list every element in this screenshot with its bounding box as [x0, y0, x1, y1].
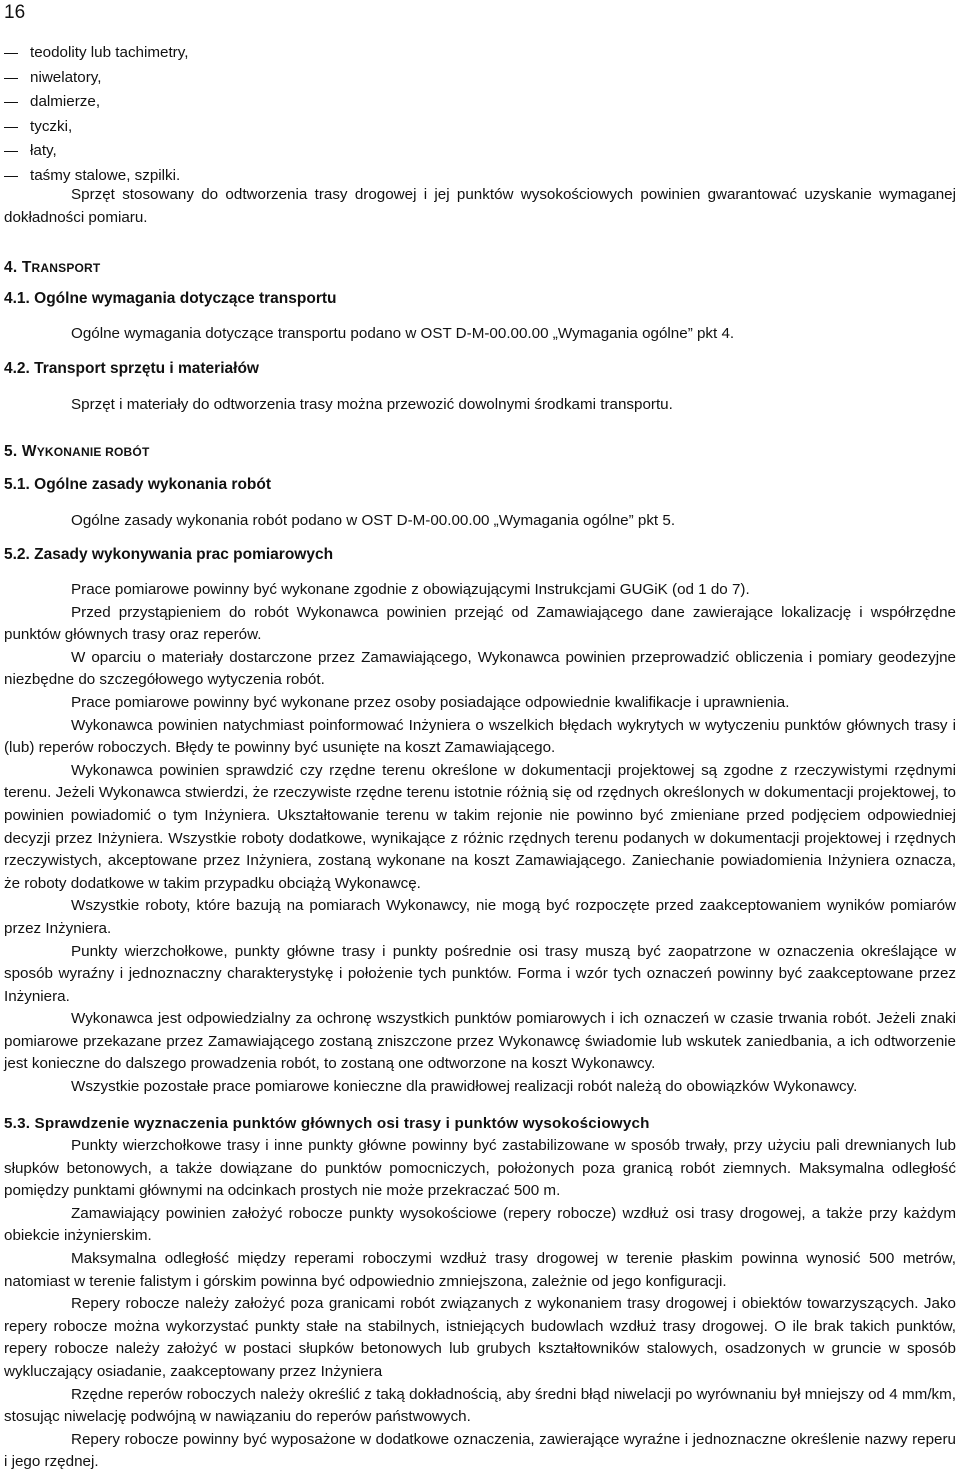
dash-bullet: [4, 127, 18, 128]
section-4-1-text: Ogólne wymagania dotyczące transportu podano w OST D-M-00.00.00 „Wymagania ogólne” pkt 4.: [71, 325, 735, 342]
section-5-2-heading: 5.2. Zasady wykonywania prac pomiarowych: [4, 546, 334, 563]
paragraph: Prace pomiarowe powinny być wykonane zgodnie z obowiązującymi Instrukcjami GUGiK (od 1 do 7).: [71, 581, 750, 598]
dash-bullet: [4, 78, 18, 79]
section-5-heading: 5. WYKONANIE ROBÓT: [4, 443, 150, 460]
paragraph: Rzędne reperów roboczych należy określić z taką dokładnością, aby średni błąd niwelacji po wyrównaniu był mniejszy od 4 mm/km, stosując niwelację podwójną w nawiązaniu do reperów państwowych.: [4, 1385, 956, 1426]
list-item: dalmierze,: [4, 91, 944, 116]
paragraph: Punkty wierzchołkowe, punkty główne trasy i punkty pośrednie osi trasy muszą być zaopatrzone w oznaczenia określające w sposób wyraźny i jednoznaczny charakterystykę i położenie tych punktów. Forma i wzór tych oznaczeń powinny być zaakceptowane przez Inżyniera.: [4, 942, 956, 1005]
list-item: teodolity lub tachimetry,: [4, 42, 944, 67]
section-4-heading: 4. TRANSPORT: [4, 259, 101, 276]
section-5-3-heading: 5.3. Sprawdzenie wyznaczenia punktów głównych osi trasy i punktów wysokościowych: [4, 1115, 650, 1132]
dash-bullet: [4, 176, 18, 177]
paragraph: Wszystkie roboty, które bazują na pomiarach Wykonawcy, nie mogą być rozpoczęte przed zaakceptowaniem wyników pomiarów przez Inżyniera.: [4, 897, 956, 937]
paragraph: Maksymalna odległość między reperami roboczymi wzdłuż trasy drogowej w terenie płaskim powinna wynosić 500 metrów, natomiast w terenie falistym i górskim powinna być odpowiednio zmniejszona, zależnie od jego konfiguracji.: [4, 1249, 956, 1290]
paragraph: Punkty wierzchołkowe trasy i inne punkty główne powinny być zastabilizowane w sposób trwały, przy użyciu pali drewnianych lub słupków betonowych, a także dowiązane do punktów pomocniczych, położonych poza granicą robót ziemnych. Maksymalna odległość pomiędzy punktami głównymi na odcinkach prostych nie może przekraczać 500 m.: [4, 1137, 956, 1200]
section-5-1-heading: 5.1. Ogólne zasady wykonania robót: [4, 476, 272, 493]
paragraph: Wykonawca powinien natychmiast poinformować Inżyniera o wszelkich błędach wykrytych w wytyczeniu punktów głównych trasy i (lub) reperów roboczych. Błędy te powinny być usunięte na koszt Zamawiającego.: [4, 716, 956, 757]
paragraph: Zamawiający powinien założyć robocze punkty wysokościowe (repery robocze) wzdłuż osi trasy drogowej, a także przy każdym obiekcie inżynierskim.: [4, 1204, 956, 1245]
list-item: taśmy stalowe, szpilki.: [4, 165, 944, 190]
list-item: tyczki,: [4, 116, 944, 141]
list-item: niwelatory,: [4, 67, 944, 92]
paragraph: W oparciu o materiały dostarczone przez Zamawiającego, Wykonawca powinien przeprowadzić obliczenia i pomiary geodezyjne niezbędne do szczegółowego wytyczenia robót.: [4, 648, 956, 689]
dash-bullet: [4, 102, 18, 103]
section-4-1-heading: 4.1. Ogólne wymagania dotyczące transportu: [4, 290, 337, 307]
paragraph: Wszystkie pozostałe prace pomiarowe konieczne dla prawidłowej realizacji robót należą do obowiązków Wykonawcy.: [71, 1078, 858, 1096]
section-5-1-text: Ogólne zasady wykonania robót podano w OST D-M-00.00.00 „Wymagania ogólne” pkt 5.: [71, 512, 676, 529]
section-5-3-body: [4, 1135, 956, 1474]
paragraph: Przed przystąpieniem do robót Wykonawca powinien przejąć od Zamawiającego dane zawierające lokalizację i współrzędne punktów głównych trasy oraz reperów.: [4, 603, 956, 644]
paragraph: Repery robocze należy założyć poza granicami robót związanych z wykonaniem trasy drogowej i obiektów towarzyszących. Jako repery robocze można wykorzystać punkty stałe na stabilnych, istniejących budowlach wzdłuż trasy drogowej. O ile brak takich punktów, repery robocze należy założyć w postaci słupków betonowych lub grubych kształtowników stalowych, osadzonych w gruncie w sposób wykluczający osiadanie, zaakceptowany przez Inżyniera: [4, 1295, 956, 1380]
dash-bullet: [4, 151, 18, 152]
paragraph: Prace pomiarowe powinny być wykonane przez osoby posiadające odpowiednie kwalifikacje i uprawnienia.: [71, 693, 790, 711]
paragraph: Wykonawca jest odpowiedzialny za ochronę wszystkich punktów pomiarowych i ich oznaczeń w czasie trwania robót. Jeżeli znaki pomiarowe przekazane przez Zamawiającego zostaną zniszczone przez Wykonawcę świadomie lub wskutek zaniedbania, a ich odtworzenie jest konieczne do dalszego prowadzenia robót, to zostaną one odtworzone na koszt Wykonawcy.: [4, 1010, 956, 1073]
paragraph: Repery robocze powinny być wyposażone w dodatkowe oznaczenia, zawierające wyraźne i jednoznaczne określenie nazwy reperu i jego rzędnej.: [4, 1430, 956, 1471]
equipment-paragraph: Sprzęt stosowany do odtworzenia trasy drogowej i jej punktów wysokościowych powinien gwarantować uzyskanie wymaganej dokładności pomiaru.: [4, 186, 956, 226]
paragraph: Wykonawca powinien sprawdzić czy rzędne terenu określone w dokumentacji projektowej są zgodne z rzeczywistymi rzędnymi terenu. Jeżeli Wykonawca stwierdzi, że rzeczywiste rzędne terenu istotnie różnią się od rzędnych określonych w dokumentacji projektowej, to powinien powiadomić o tym Inżyniera. Ukształtowanie terenu w takim rejonie nie powinno być zmieniane przed podjęciem odpowiedniej decyzji przez Inżyniera. Wszystkie roboty dodatkowe, wynikające z różnic rzędnych terenu podanych w dokumentacji projektowej i rzędnych rzeczywistych, akceptowane przez Inżyniera, zostaną wykonane na koszt Zamawiającego. Zaniechanie powiadomienia Inżyniera oznacza, że roboty dodatkowe w takim przypadku obciążą Wykonawcę.: [4, 761, 956, 892]
section-4-2-text: Sprzęt i materiały do odtworzenia trasy można przewozić dowolnymi środkami transportu.: [71, 396, 673, 413]
list-item: łaty,: [4, 140, 944, 165]
dash-bullet: [4, 53, 18, 54]
equipment-list: [4, 42, 944, 189]
section-5-2-body: [4, 579, 956, 1099]
page-number: 16: [4, 2, 26, 23]
section-4-2-heading: 4.2. Transport sprzętu i materiałów: [4, 360, 259, 377]
